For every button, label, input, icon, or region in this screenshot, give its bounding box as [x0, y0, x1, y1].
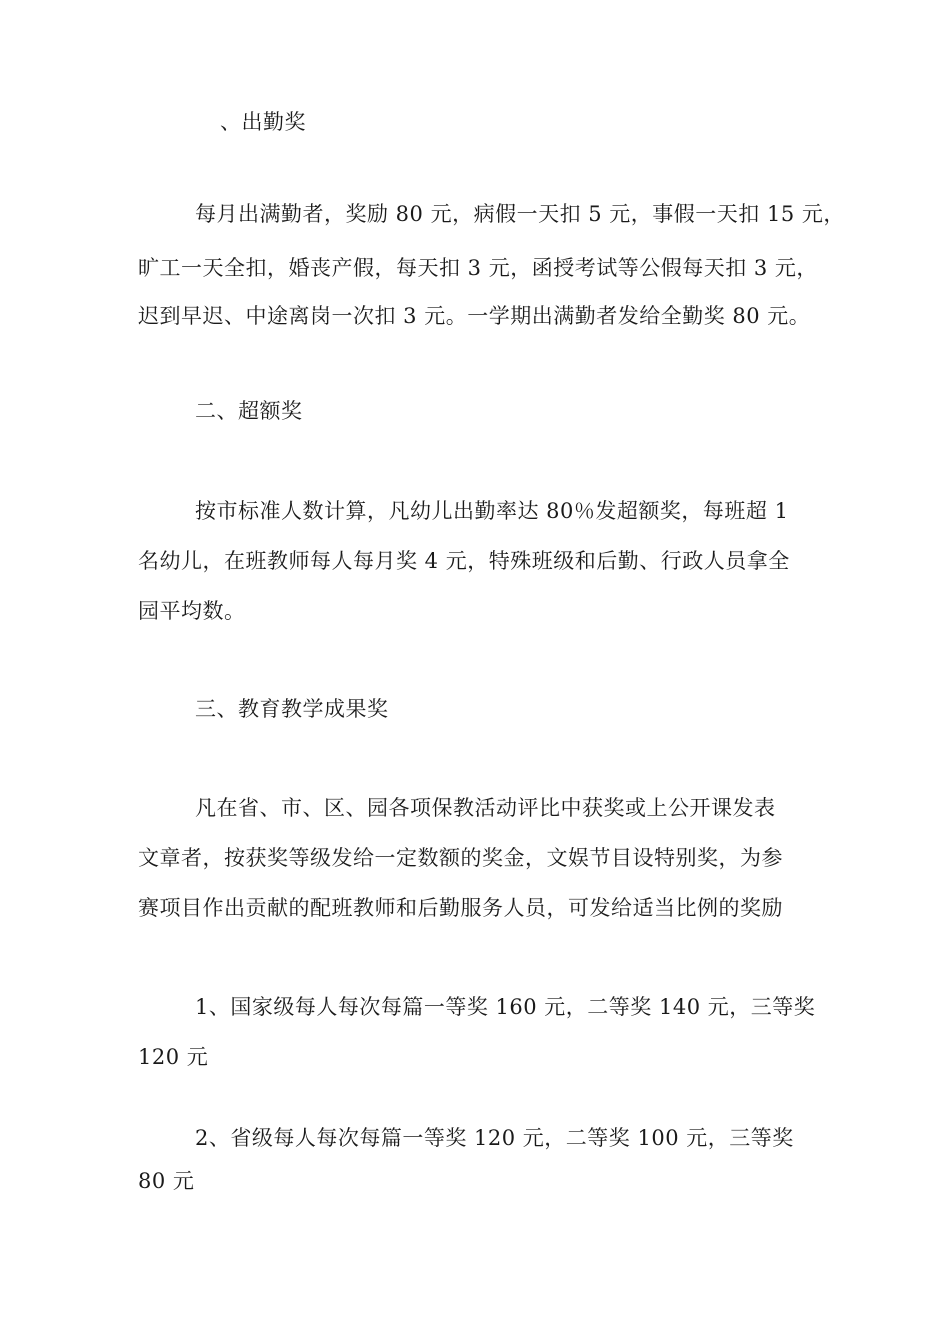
section-heading-excess: 二、超额奖 — [195, 399, 303, 423]
paragraph-line: 每月出满勤者，奖励 80 元，病假一天扣 5 元，事假一天扣 15 元， — [195, 202, 845, 226]
paragraph-line: 按市标准人数计算，凡幼儿出勤率达 80％发超额奖，每班超 1 — [195, 499, 789, 523]
list-item-provincial: 2、省级每人每次每篇一等奖 120 元，二等奖 100 元，三等奖 — [195, 1126, 794, 1150]
section-heading-teaching-achievement: 三、教育教学成果奖 — [195, 697, 389, 721]
list-item-national: 1、国家级每人每次每篇一等奖 160 元，二等奖 140 元，三等奖 — [195, 995, 816, 1019]
list-item-provincial-continued: 80 元 — [138, 1169, 195, 1193]
paragraph-line: 文章者，按获奖等级发给一定数额的奖金，文娱节目设特别奖，为参 — [138, 846, 783, 870]
paragraph-line: 园平均数。 — [138, 599, 246, 623]
paragraph-line: 旷工一天全扣，婚丧产假，每天扣 3 元，函授考试等公假每天扣 3 元， — [138, 256, 818, 280]
paragraph-line: 赛项目作出贡献的配班教师和后勤服务人员，可发给适当比例的奖励 — [138, 896, 783, 920]
paragraph-line: 名幼儿，在班教师每人每月奖 4 元，特殊班级和后勤、行政人员拿全 — [138, 549, 790, 573]
paragraph-line: 凡在省、市、区、园各项保教活动评比中获奖或上公开课发表 — [195, 796, 776, 820]
list-item-national-continued: 120 元 — [138, 1045, 209, 1069]
section-heading-attendance: 、出勤奖 — [220, 110, 306, 134]
paragraph-line: 迟到早迟、中途离岗一次扣 3 元。一学期出满勤者发给全勤奖 80 元。 — [138, 304, 811, 328]
